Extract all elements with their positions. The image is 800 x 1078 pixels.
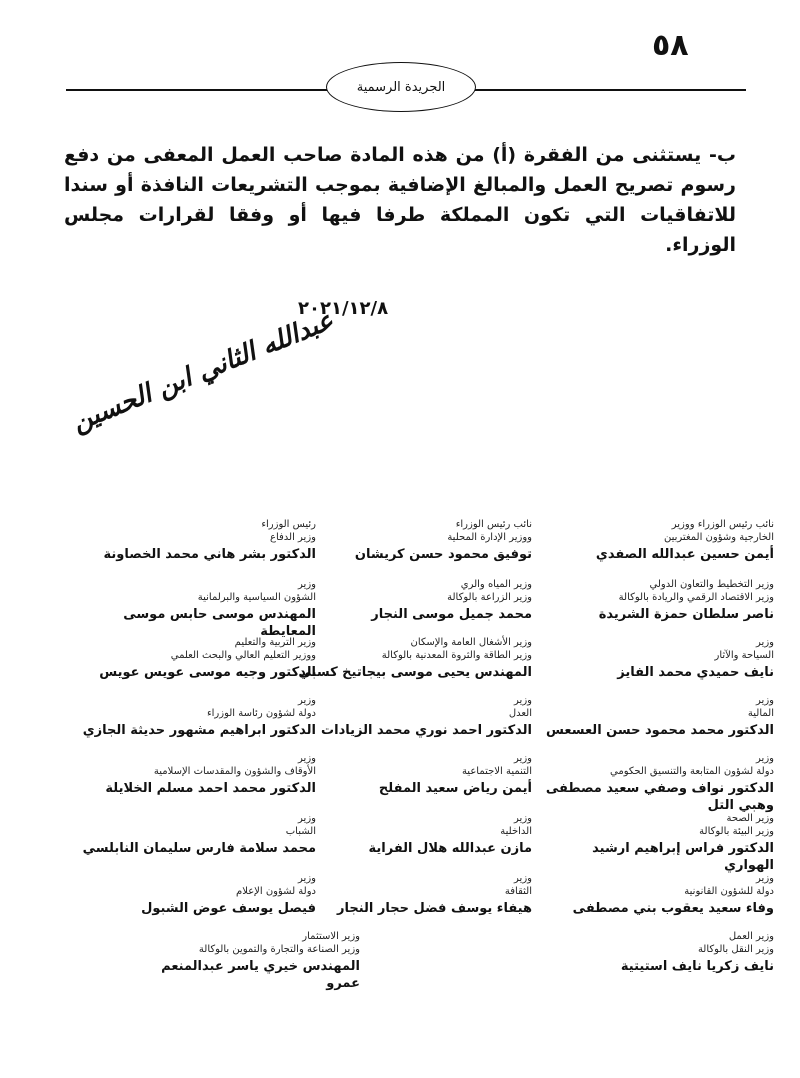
minister-title: وزير الشؤون السياسية والبرلمانية	[197, 579, 316, 603]
minister-block	[538, 752, 774, 814]
minister-block	[296, 694, 532, 739]
minister-block	[80, 812, 316, 857]
minister-name: المهندس يحيى موسى بيجاتيخ كسبي	[298, 665, 532, 680]
minister-block	[80, 752, 316, 797]
minister-name: المهندس موسى حابس موسى المعايطة	[123, 607, 316, 639]
minister-title: رئيس الوزراء وزير الدفاع	[261, 519, 316, 543]
minister-title: وزير دولة لشؤون الإعلام	[236, 873, 316, 897]
minister-name: الدكتور نواف وصفي سعيد مصطفى وهبي التل	[545, 781, 774, 813]
page-number: ٥٨	[652, 28, 689, 63]
minister-name: نايف زكريا نايف استيتية	[620, 959, 774, 974]
minister-title: وزير دولة للشؤون القانونية	[684, 873, 774, 897]
minister-title: وزير الصحة وزير البيئة بالوكالة	[699, 813, 774, 837]
minister-block	[160, 930, 360, 992]
minister-block	[80, 872, 316, 917]
minister-title: وزير دولة لشؤون المتابعة والتنسيق الحكومي	[610, 753, 774, 777]
minister-title: نائب رئيس الوزراء ووزير الخارجية وشؤون المغتربين	[664, 519, 774, 543]
minister-name: هيفاء يوسف فضل حجار النجار	[336, 901, 532, 916]
minister-title: وزير الاستثمار وزير الصناعة والتجارة والتموين بالوكالة	[198, 931, 360, 955]
minister-block	[538, 872, 774, 917]
minister-block	[296, 578, 532, 623]
minister-title: وزير السياحة والآثار	[714, 637, 774, 661]
minister-name: الدكتور محمد احمد مسلم الخلايلة	[105, 781, 316, 796]
royal-signature: عبدالله الثاني ابن الحسين	[68, 305, 338, 438]
minister-title: وزير الداخلية	[500, 813, 532, 837]
minister-block	[296, 518, 532, 563]
clause-paragraph: ب- يستثنى من الفقرة (أ) من هذه المادة صاحب العمل المعفى من دفع رسوم تصريح العمل والمبالغ الإضافية بموجب التشريعات النافذة أو سندا للاتفاقيات التي تكون المملكة طرفا فيها أو وفقا لقرارات مجلس الوزراء.	[64, 144, 736, 256]
minister-name: المهندس خيري ياسر عبدالمنعم عمرو	[161, 959, 360, 991]
minister-name: ناصر سلطان حمزة الشريدة	[598, 607, 774, 622]
minister-name: الدكتور ابراهيم مشهور حديثة الجازي	[82, 723, 316, 738]
minister-block	[538, 694, 774, 739]
minister-title: وزير التربية والتعليم ووزير التعليم العالي والبحث العلمي	[170, 637, 316, 661]
minister-title: وزير دولة لشؤون رئاسة الوزراء	[206, 695, 316, 719]
minister-title: وزير العمل وزير النقل بالوكالة	[697, 931, 774, 955]
minister-title: وزير المياه والري وزير الزراعة بالوكالة	[447, 579, 532, 603]
minister-title: وزير الشباب	[285, 813, 316, 837]
minister-block	[538, 812, 774, 874]
minister-block	[538, 518, 774, 563]
minister-title: وزير الثقافة	[504, 873, 532, 897]
minister-name: أيمن حسين عبدالله الصفدي	[595, 547, 774, 562]
decree-date: ٢٠٢١/١٢/٨	[298, 298, 389, 319]
minister-block	[538, 636, 774, 681]
minister-block	[80, 518, 316, 563]
minister-block	[296, 752, 532, 797]
minister-title: وزير التخطيط والتعاون الدولي وزير الاقتصاد الرقمي والريادة بالوكالة	[618, 579, 774, 603]
minister-title: وزير التنمية الاجتماعية	[461, 753, 532, 777]
minister-title: وزير العدل	[508, 695, 532, 719]
minister-name: أيمن رياض سعيد المفلح	[378, 781, 532, 796]
minister-block	[538, 578, 774, 623]
minister-title: نائب رئيس الوزراء ووزير الإدارة المحلية	[447, 519, 532, 543]
minister-name: الدكتور بشر هاني محمد الخصاونة	[103, 547, 316, 562]
minister-name: محمد سلامة فارس سليمان النابلسي	[82, 841, 316, 856]
minister-block	[296, 636, 532, 681]
minister-block	[80, 694, 316, 739]
minister-block	[296, 812, 532, 857]
minister-name: مازن عبدالله هلال الفراية	[368, 841, 532, 856]
minister-block	[538, 930, 774, 975]
minister-title: وزير المالية	[747, 695, 774, 719]
minister-block	[80, 578, 316, 640]
minister-name: محمد جميل موسى النجار	[371, 607, 532, 622]
minister-name: نايف حميدي محمد الفايز	[617, 665, 774, 680]
minister-block	[296, 872, 532, 917]
minister-name: الدكتور احمد نوري محمد الزيادات	[321, 723, 532, 738]
minister-title: وزير الأشغال العامة والإسكان وزير الطاقة والثروة المعدنية بالوكالة	[381, 637, 532, 661]
minister-name: وفاء سعيد يعقوب بني مصطفى	[572, 901, 774, 916]
minister-name: الدكتور وجيه موسى عويس عويس	[99, 665, 316, 680]
minister-block	[80, 636, 316, 681]
minister-title: وزير الأوقاف والشؤون والمقدسات الإسلامية	[153, 753, 316, 777]
minister-name: فيصل يوسف عوض الشبول	[141, 901, 316, 916]
minister-name: توفيق محمود حسن كريشان	[354, 547, 532, 562]
minister-name: الدكتور فراس إبراهيم ارشيد الهواري	[592, 841, 774, 873]
gazette-name-badge: الجريدة الرسمية	[326, 62, 476, 112]
minister-name: الدكتور محمد محمود حسن العسعس	[546, 723, 774, 738]
